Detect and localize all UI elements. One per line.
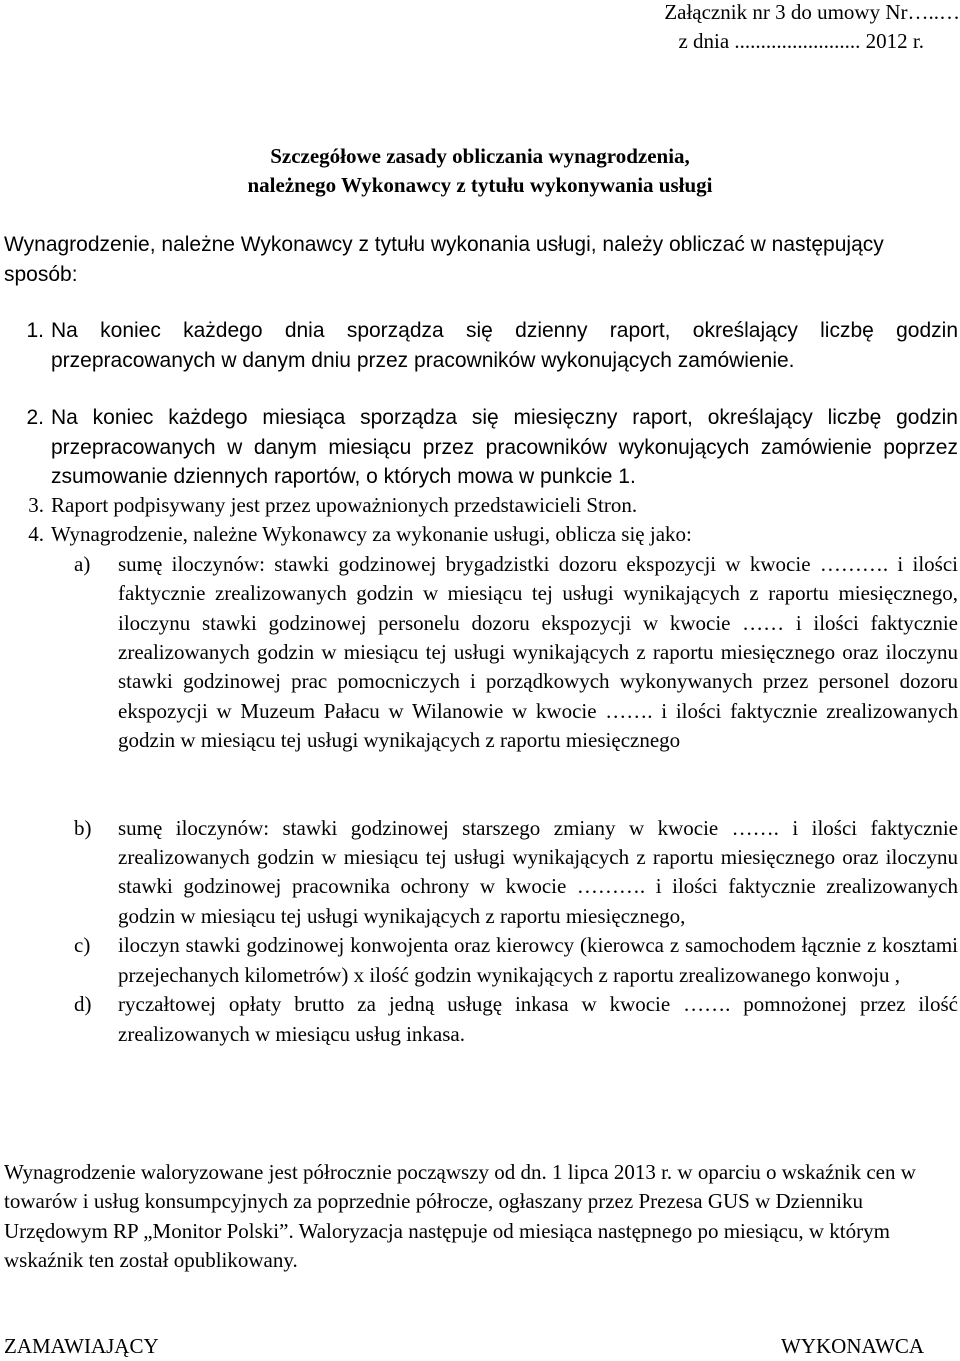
annex-header [560,0,960,56]
subitem-text: ryczałtowej opłaty brutto za jedną usługę inkasa w kwocie ……. pomnożonej przez ilość zrealizowanych w miesiącu usług inkasa. [118,992,958,1046]
annex-line-2: z dnia ........................ 2012 r. [678,29,924,53]
subitem-b [0,814,960,932]
title-line-2: należnego Wykonawcy z tytułu wykonywania usługi [247,173,713,197]
list-continued [0,491,960,1049]
title-line-1: Szczegółowe zasady obliczania wynagrodzenia, [270,144,690,168]
spacer [0,756,960,814]
annex-line-1: Załącznik nr 3 do umowy Nr…..… [664,0,960,24]
subitem-letter: c) [74,933,91,958]
list-item-1 [0,316,960,375]
subitem-letter: a) [74,551,91,576]
subitem-c [0,931,960,990]
list-item-number: 2. [26,406,44,429]
document-title [0,142,960,200]
subitem-text: iloczyn stawki godzinowej konwojenta oraz kierowcy (kierowca z samochodem łącznie z kosztami przejechanych kilometrów) x ilość godzin wynikających z raportu zrealizowanego konwoju , [118,933,958,987]
list-item-text: Na koniec każdego dnia sporządza się dzienny raport, określający liczbę godzin przepracowanych w danym dniu przez pracowników wykonujących zamówienie. [51,319,958,372]
subitem-text: sumę iloczynów: stawki godzinowej starszego zmiany w kwocie ……. i ilości faktycznie zrealizowanych godzin w miesiącu tej usługi wynikających z raportu miesięcznego oraz iloczynu stawki godzinowej pracownika ochrony w kwocie ………. i ilości faktycznie zrealizowanych godzin w miesiącu tej usługi wynikających z raportu miesięcznego, [118,815,958,928]
list-item-number: 1. [26,319,44,342]
valorization-paragraph: Wynagrodzenie waloryzowane jest półrocznie począwszy od dn. 1 lipca 2013 r. w oparciu o wskaźnik cen w towarów i usług konsumpcyjnych za poprzednie półrocze, ogłaszany przez Prezesa GUS w Dzienniku Urzędowym RP „Monitor Polski”. Waloryzacja następuje od miesiąca następnego po miesiącu, w którym wskaźnik ten został opublikowany. [4,1160,916,1273]
list-item-text: Na koniec każdego miesiąca sporządza się miesięczny raport, określający liczbę godzin przepracowanych w danym miesiącu przez pracowników wykonujących zamówienie poprzez zsumowanie dziennych raportów, o których mowa w punkcie 1. [51,406,958,489]
subitem-a [0,550,960,756]
subitem-text: sumę iloczynów: stawki godzinowej brygadzistki dozoru ekspozycji w kwocie ………. i ilości faktycznie zrealizowanych godzin w miesiącu tej usługi wynikających z raportu miesięcznego, iloczynu stawki godzinowej personelu dozoru ekspozycji w kwocie …… i ilości faktycznie zrealizowanych godzin w miesiącu tej usługi wynikających z raportu miesięcznego oraz iloczynu stawki godzinowej prac pomocniczych i porządkowych wykonywanych przez personel dozoru ekspozycji w Muzeum Pałacu w Wilanowie w kwocie ……. i ilości faktycznie zrealizowanych godzin w miesiącu tej usługi wynikających z raportu miesięcznego [118,551,958,753]
list-item-text: Wynagrodzenie, należne Wykonawcy za wykonanie usługi, oblicza się jako: [51,522,692,547]
list-item-3 [0,491,960,520]
signature-contractor: WYKONAWCA [781,1334,924,1358]
subitem-letter: b) [74,815,92,840]
list-item-number: 3. [28,493,44,517]
subitem-d [0,990,960,1049]
list-item-2 [0,403,960,492]
list-item-4 [0,520,960,549]
list-item-number: 4. [28,522,44,547]
list-item-text: Raport podpisywany jest przez upoważnionych przedstawicieli Stron. [51,493,638,517]
intro-paragraph: Wynagrodzenie, należne Wykonawcy z tytułu wykonania usługi, należy obliczać w następujący sposób: [4,233,884,286]
signature-contracting-party: ZAMAWIAJĄCY [4,1334,159,1358]
subitem-letter: d) [74,992,92,1017]
